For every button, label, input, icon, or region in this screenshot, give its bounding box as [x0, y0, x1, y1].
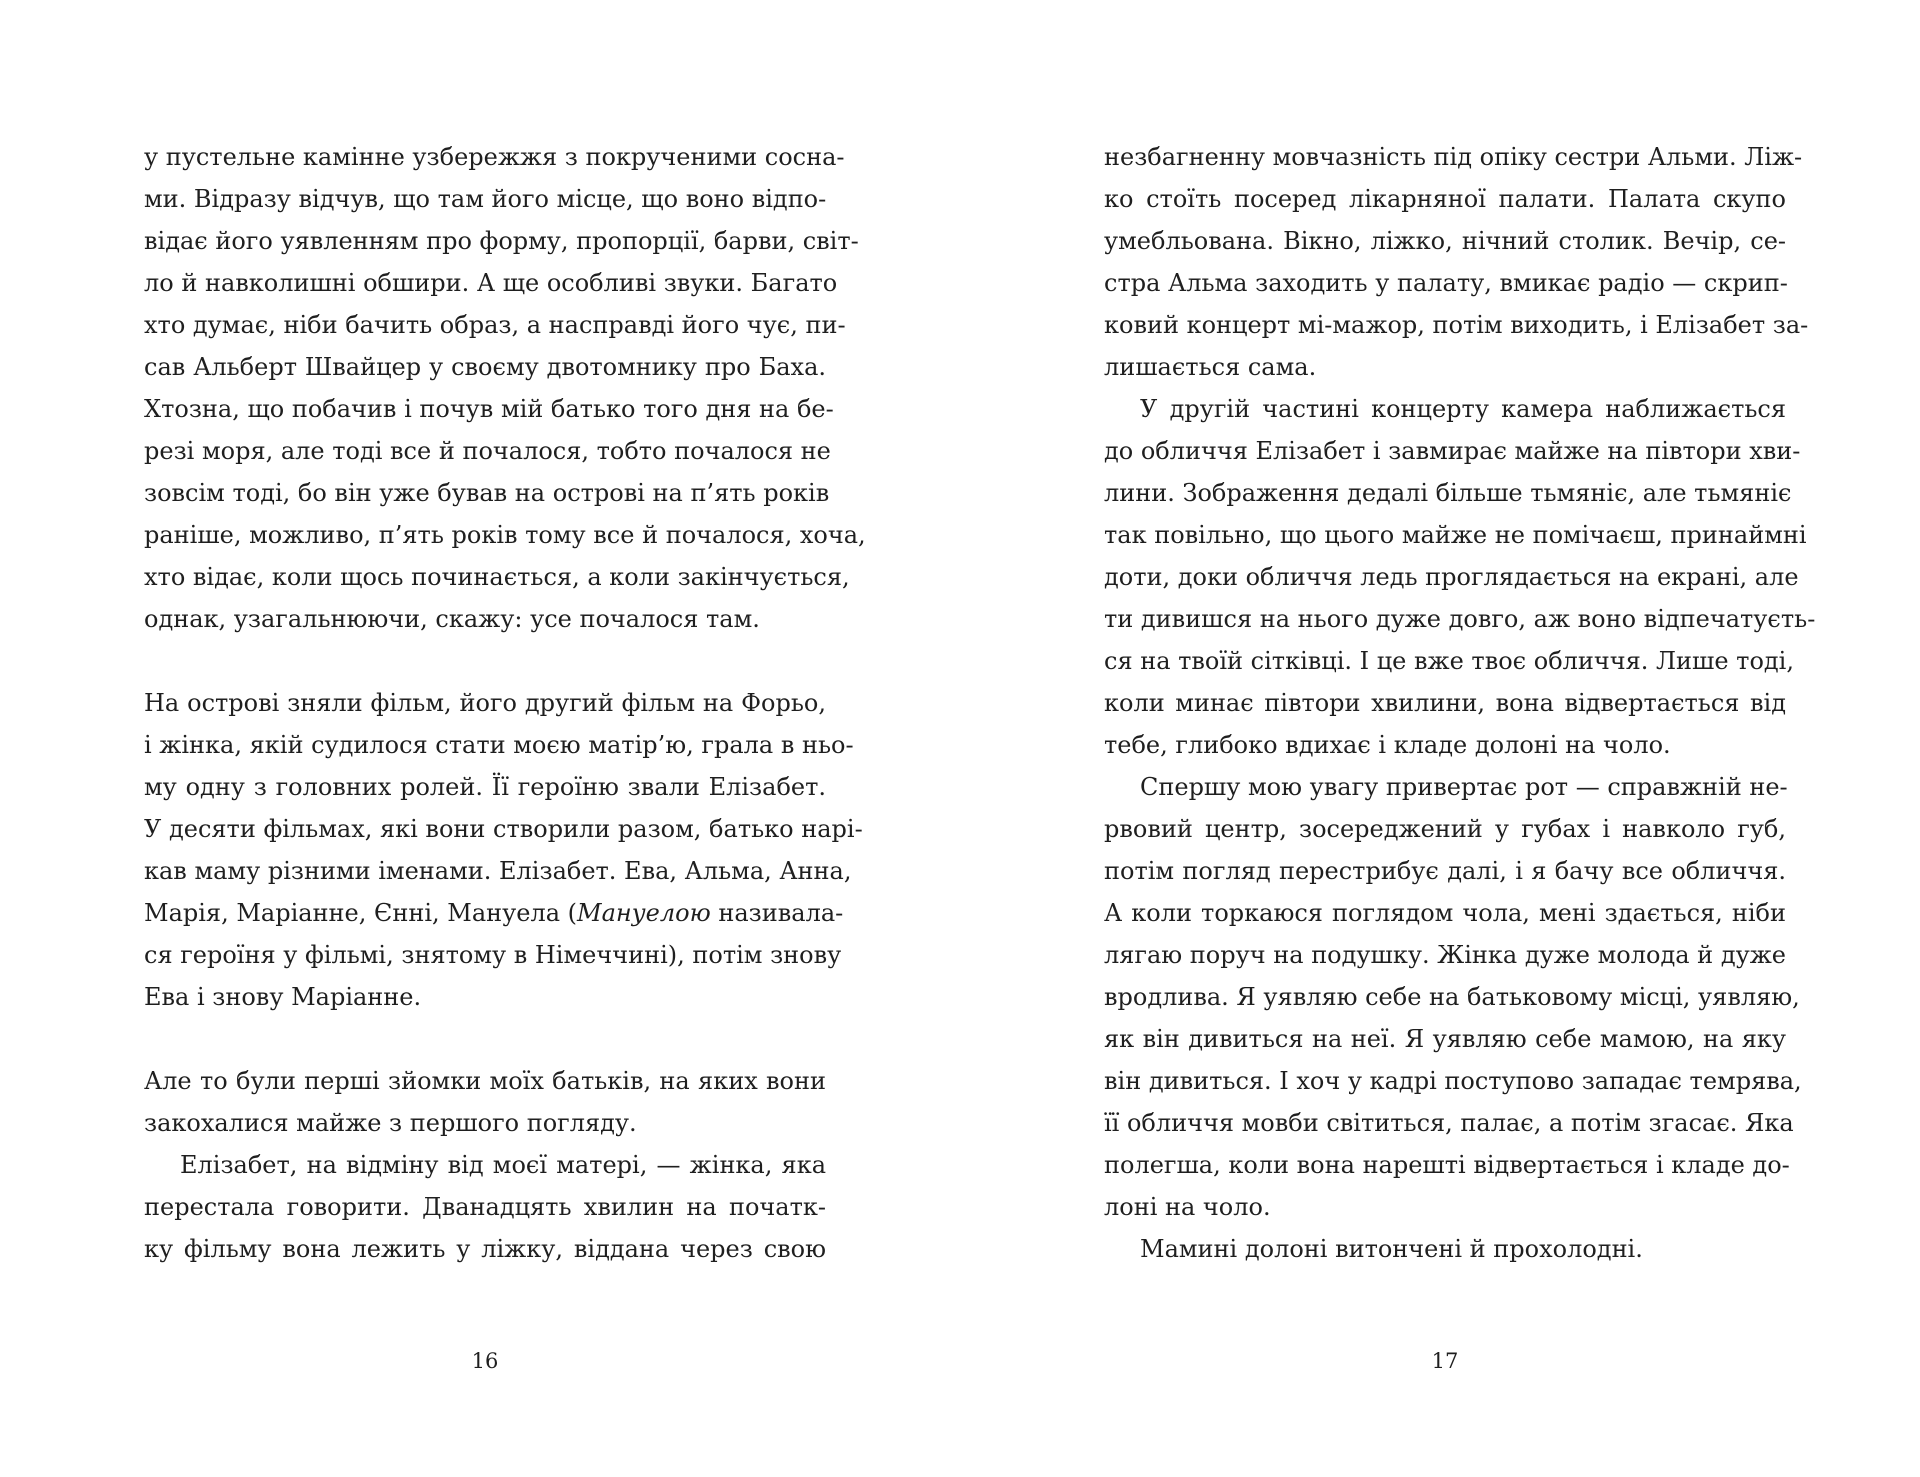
text-line: рвовий центр, зосереджений у губах і навколо губ, [1104, 815, 1786, 843]
right-page-text [1104, 136, 1816, 1270]
text-line: У другій частині концерту камера наближається [1140, 395, 1786, 423]
text-line: вродлива. Я уявляю себе на батьковому місці, уявляю, [1104, 983, 1800, 1011]
text-line: раніше, можливо, п’ять років тому все й почалося, хоча, [144, 521, 866, 549]
text-line: він дивиться. І хоч у кадрі поступово западає темрява, [1104, 1067, 1802, 1095]
text-line: ло й навколишні обшири. А ще особливі звуки. Багато [144, 269, 838, 297]
text-line: ти дивишся на нього дуже довго, аж воно відпечатуєть- [1104, 605, 1816, 633]
left-page-text [144, 136, 866, 1270]
text-line: ся героїня у фільмі, знятому в Німеччині), потім знову [144, 941, 842, 969]
text-line: кав маму різними іменами. Елізабет. Ева, Альма, Анна, [144, 857, 852, 885]
text-line: Хтозна, що побачив і почув мій батько того дня на бе- [144, 395, 834, 423]
text-line: лишається сама. [1104, 353, 1317, 381]
text-line: лоні на чоло. [1104, 1193, 1271, 1221]
text-line: сав Альберт Швайцер у своєму двотомнику про Баха. [144, 353, 826, 381]
text-line: потім погляд перестрибує далі, і я бачу все обличчя. [1104, 857, 1786, 885]
left-page [144, 136, 866, 1376]
text-line: доти, доки обличчя ледь проглядається на екрані, але [1104, 563, 1799, 591]
text-line: полегша, коли вона нарешті відвертається і кладе до- [1104, 1151, 1790, 1179]
text-line: лягаю поруч на подушку. Жінка дуже молода й дуже [1104, 941, 1786, 969]
text-line: однак, узагальнюючи, скажу: усе почалося там. [144, 605, 760, 633]
text-line: тебе, глибоко вдихає і кладе долоні на чоло. [1104, 731, 1671, 759]
text-line: як він дивиться на неї. Я уявляю себе мамою, на яку [1104, 1025, 1786, 1053]
text-line: У десяти фільмах, які вони створили разом, батько нарі- [144, 815, 863, 843]
right-page [1104, 136, 1816, 1376]
text-line: коли минає півтори хвилини, вона відвертається від [1104, 689, 1786, 717]
text-line: закохалися майже з першого погляду. [144, 1109, 637, 1137]
text-line: незбагненну мовчазність під опіку сестри Альми. Ліж- [1104, 143, 1803, 171]
text-line: перестала говорити. Дванадцять хвилин на початк- [144, 1193, 826, 1221]
text-line: Але то були перші зйомки моїх батьків, на яких вони [144, 1067, 826, 1095]
text-line: Мамині долоні витончені й прохолодні. [1140, 1235, 1643, 1263]
text-line: Елізабет, на відміну від моєї матері, — жінка, яка [180, 1151, 826, 1179]
page-number: 16 [471, 1349, 499, 1373]
text-line [144, 892, 844, 934]
text-line: ся на твоїй сітківці. І це вже твоє обличчя. Лише тоді, [1104, 647, 1794, 675]
text-segment: називала- [710, 899, 844, 927]
text-line: ку фільму вона лежить у ліжку, віддана через свою [144, 1235, 826, 1263]
text-line: А коли торкаюся поглядом чола, мені здається, ніби [1104, 899, 1786, 927]
text-line: На острові зняли фільм, його другий фільм на Форьо, [144, 689, 826, 717]
text-line: зовсім тоді, бо він уже бував на острові на п’ять років [144, 479, 830, 507]
text-line: Спершу мою увагу привертає рот — справжній не- [1140, 773, 1788, 801]
text-line: хто відає, коли щось починається, а коли закінчується, [144, 563, 850, 591]
text-line: ко стоїть посеред лікарняної палати. Палата скупо [1104, 185, 1786, 213]
text-line: так повільно, що цього майже не помічаєш, принаймні [1104, 521, 1807, 549]
text-line: стра Альма заходить у палату, вмикає радіо — скрип- [1104, 269, 1788, 297]
text-line: Ева і знову Маріанне. [144, 983, 422, 1011]
text-line: хто думає, ніби бачить образ, а насправді його чує, пи- [144, 311, 846, 339]
text-line: у пустельне камінне узбережжя з покрученими сосна- [144, 143, 845, 171]
section-break [144, 1018, 826, 1060]
text-line: відає його уявленням про форму, пропорції, барви, світ- [144, 227, 859, 255]
text-line: ковий концерт мі-мажор, потім виходить, і Елізабет за- [1104, 311, 1809, 339]
section-break [144, 640, 826, 682]
text-line: її обличчя мовби світиться, палає, а потім згасає. Яка [1104, 1109, 1794, 1137]
page-number: 17 [1431, 1349, 1459, 1373]
text-line: ми. Відразу відчув, що там його місце, що воно відпо- [144, 185, 827, 213]
text-line: резі моря, але тоді все й почалося, тобто почалося не [144, 437, 831, 465]
text-line: до обличчя Елізабет і завмирає майже на півтори хви- [1104, 437, 1801, 465]
text-line: і жінка, якій судилося стати моєю матір’ю, грала в ньо- [144, 731, 854, 759]
italic-name: Мануелою [577, 899, 711, 927]
text-line: умебльована. Вікно, ліжко, нічний столик. Вечір, се- [1104, 227, 1786, 255]
text-segment: Марія, Маріанне, Єнні, Мануела ( [144, 899, 578, 927]
text-line: му одну з головних ролей. Її героїню звали Елізабет. [144, 773, 826, 801]
text-line: лини. Зображення дедалі більше тьмяніє, але тьмяніє [1104, 479, 1792, 507]
